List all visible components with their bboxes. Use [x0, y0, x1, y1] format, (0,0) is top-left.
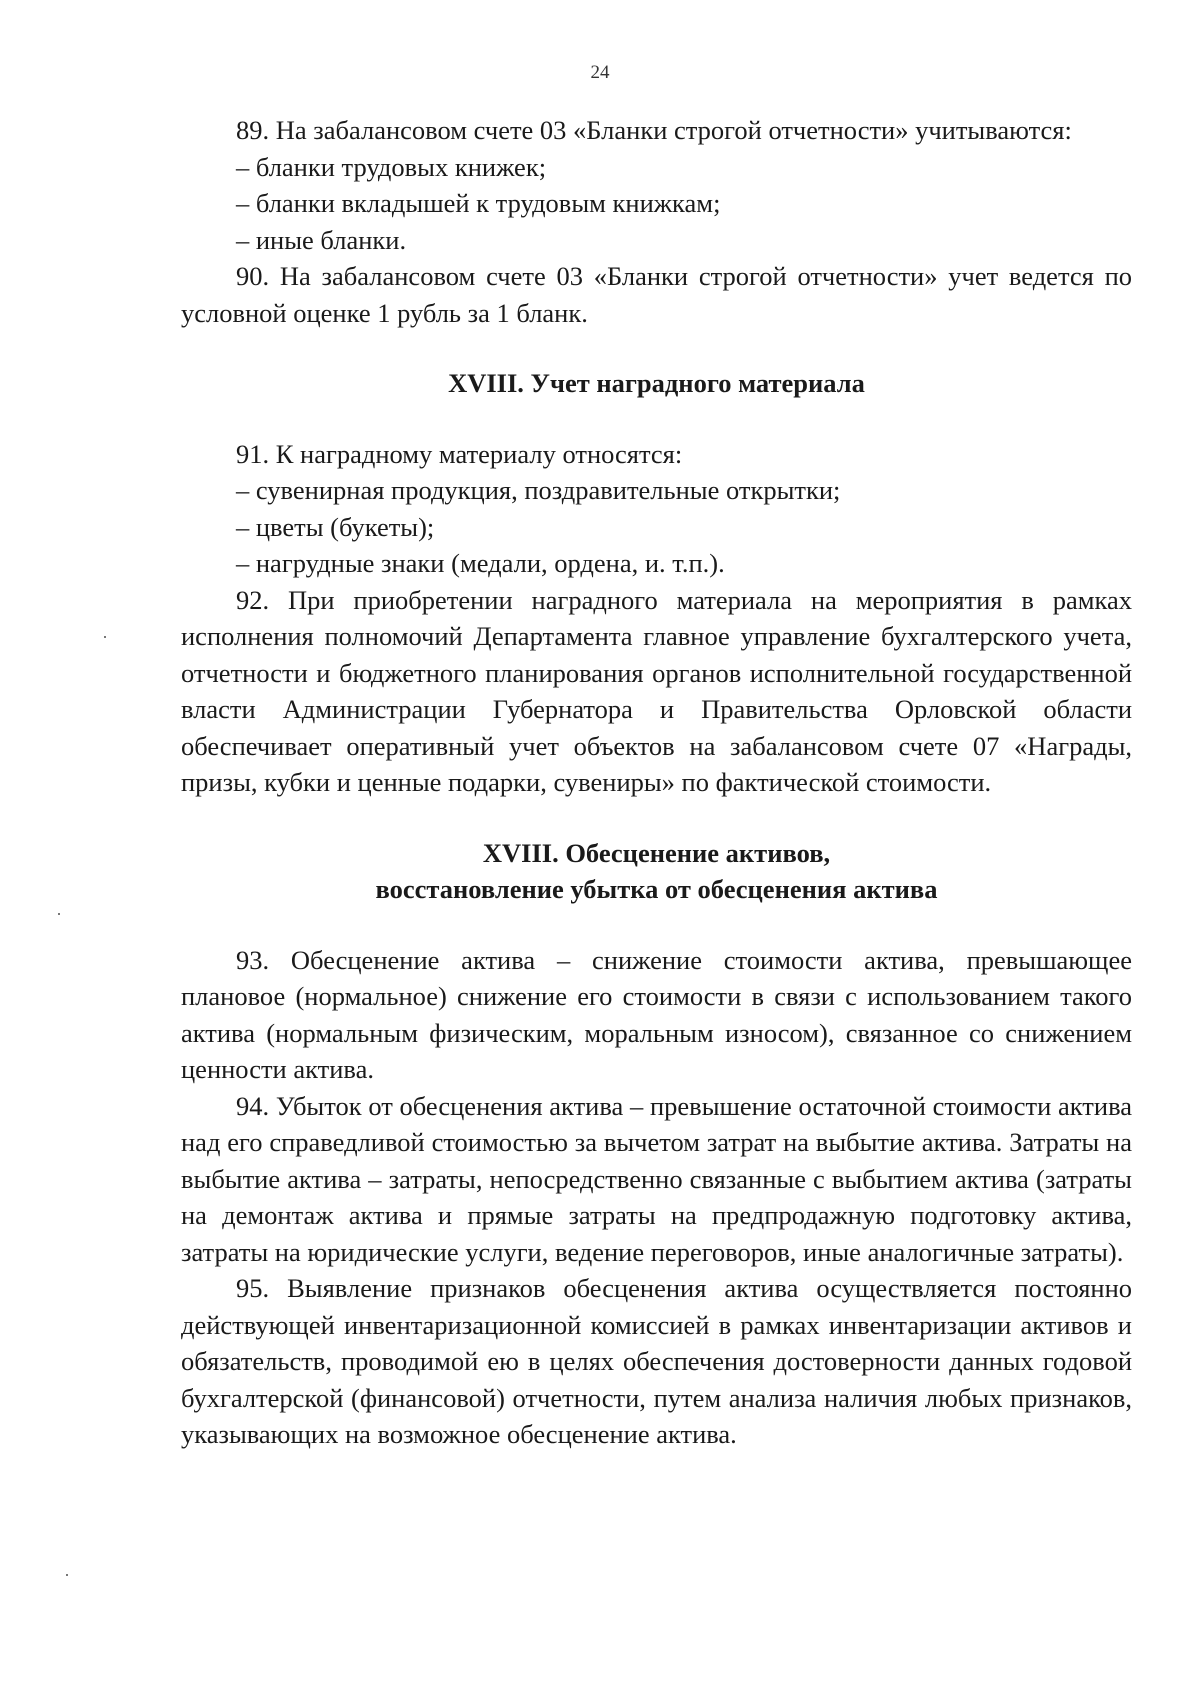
paragraph-91: 91. К наградному материалу относятся: — [236, 438, 683, 469]
spacer — [181, 908, 1132, 942]
document-body — [181, 112, 1132, 1453]
list-item: – бланки трудовых книжек; — [236, 151, 547, 182]
list-item: – цветы (букеты); — [236, 511, 435, 542]
paragraph-93: 93. Обесценение актива – снижение стоимости актива, превышающее плановое (нормальное) снижение его стоимости в связи с использованием такого актива (нормальным физическим, моральным износом), связанное со снижением ценности актива. — [181, 944, 1132, 1084]
section-heading: XVIII. Учет наградного материала — [448, 368, 865, 398]
list-item: – бланки вкладышей к трудовым книжкам; — [236, 188, 721, 218]
paragraph-92: 92. При приобретении наградного материала на мероприятия в рамках исполнения полномочий Департамента главное управление бухгалтерского учета, отчетности и бюджетного планирования органов исполнительной государственной власти Администрации Губернатора и Правительства Орловской области обеспечивает оперативный учет объектов на забалансовом счете 07 «Награды, призы, кубки и ценные подарки, сувениры» по фактической стоимости. — [181, 584, 1132, 797]
page-number: 24 — [590, 62, 610, 83]
paragraph-90: 90. На забалансовом счете 03 «Бланки строгой отчетности» учет ведется по условной оценке 1 рубль за 1 бланк. — [181, 261, 1132, 328]
spacer — [181, 801, 1132, 835]
section-heading-line2: восстановление убытка от обесценения актива — [375, 874, 938, 904]
scan-speck — [66, 1574, 68, 1576]
scan-speck — [104, 636, 106, 638]
scan-speck — [58, 913, 60, 915]
list-item: – сувенирная продукция, поздравительные открытки; — [236, 475, 841, 505]
list-item: – иные бланки. — [236, 224, 407, 255]
spacer — [181, 331, 1132, 365]
paragraph-94: 94. Убыток от обесценения актива – превышение остаточной стоимости актива над его справедливой стоимостью за вычетом затрат на выбытие актива. Затраты на выбытие актива – затраты, непосредственно связанные с выбытием актива (затраты на демонтаж актива и прямые затраты на предпродажную подготовку актива, затраты на юридические услуги, ведение переговоров, иные аналогичные затраты). — [181, 1090, 1132, 1267]
paragraph-89: 89. На забалансовом счете 03 «Бланки строгой отчетности» учитываются: — [236, 115, 1072, 145]
spacer — [181, 402, 1132, 436]
section-heading-line1: XVIII. Обесценение активов, — [482, 837, 831, 868]
list-item: – нагрудные знаки (медали, ордена, и. т.п.). — [236, 548, 725, 578]
paragraph-95: 95. Выявление признаков обесценения актива осуществляется постоянно действующей инвентаризационной комиссией в рамках инвентаризации активов и обязательств, проводимой ею в целях обеспечения достоверности данных годовой бухгалтерской (финансовой) отчетности, путем анализа наличия любых признаков, указывающих на возможное обесценение актива. — [181, 1273, 1132, 1449]
